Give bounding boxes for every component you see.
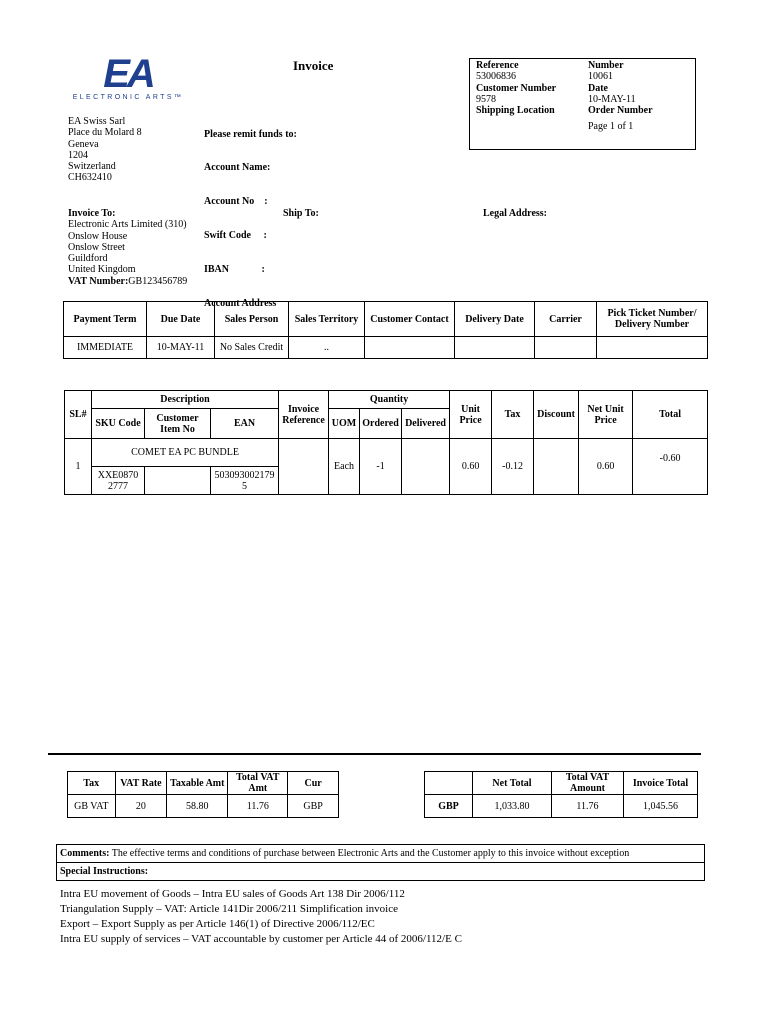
cell-sales-territory: .. <box>289 337 365 359</box>
cell-ordered: -1 <box>360 439 402 495</box>
cell-taxable-amt: 58.80 <box>167 795 228 818</box>
instruction-line: Intra EU movement of Goods – Intra EU sales of Goods Art 138 Dir 2006/112 <box>60 888 405 900</box>
invoice-to-block <box>68 208 187 287</box>
invoice-to-line: Onslow House <box>68 230 128 242</box>
reference-value: 53006836 <box>476 71 516 83</box>
invoice-to-line: United Kingdom <box>68 264 136 276</box>
seller-line: EA Swiss Sarl <box>68 116 126 127</box>
instructions-list <box>60 887 462 947</box>
special-instructions-label: Special Instructions: <box>60 866 149 877</box>
cell-currency: GBP <box>425 795 473 818</box>
totals-table <box>424 771 698 818</box>
header-sales-person: Sales Person <box>215 302 289 337</box>
table-row <box>425 795 698 818</box>
number-value: 10061 <box>588 71 613 83</box>
seller-line: CH632410 <box>68 172 112 184</box>
date-value: 10-MAY-11 <box>588 93 636 105</box>
seller-line: Place du Molard 8 <box>68 127 142 139</box>
cell-payment-term: IMMEDIATE <box>64 337 147 359</box>
header-currency <box>425 772 473 795</box>
instruction-line: Intra EU supply of services – VAT accountable by customer per Article 44 of 2006/112/E C <box>60 933 462 945</box>
cell-description: COMET EA PC BUNDLE <box>92 439 279 467</box>
cell-unit-price: 0.60 <box>450 439 492 495</box>
customer-number-label: Customer Number <box>476 82 557 94</box>
cell-customer-contact <box>365 337 455 359</box>
company-logo <box>68 54 188 101</box>
seller-line: 1204 <box>68 149 88 161</box>
number-label: Number <box>588 60 624 71</box>
header-sku-code: SKU Code <box>92 409 145 439</box>
cell-total: -0.60 <box>633 439 708 495</box>
shipping-location-label: Shipping Location <box>476 105 555 117</box>
header-sales-territory: Sales Territory <box>289 302 365 337</box>
cell-pick-ticket <box>597 337 708 359</box>
reference-label: Reference <box>476 60 519 71</box>
remit-heading: Please remit funds to: <box>204 128 297 140</box>
terms-table <box>63 301 708 359</box>
header-ean: EAN <box>211 409 279 439</box>
page-title: Invoice <box>293 58 334 73</box>
comments-label: Comments: <box>60 848 110 859</box>
header-delivery-date: Delivery Date <box>455 302 535 337</box>
cell-sales-person: No Sales Credit <box>215 337 289 359</box>
vat-number-label: VAT Number: <box>68 275 129 287</box>
date-label: Date <box>588 82 608 94</box>
header-total-vat-amt: Total VAT Amt <box>228 772 288 795</box>
header-customer-contact: Customer Contact <box>365 302 455 337</box>
header-delivered: Delivered <box>402 409 450 439</box>
legal-address-label: Legal Address: <box>483 208 547 219</box>
seller-address <box>68 116 142 184</box>
header-cur: Cur <box>288 772 339 795</box>
header-total: Total <box>633 391 708 439</box>
table-row <box>68 795 339 818</box>
vat-number-value: GB123456789 <box>128 275 188 287</box>
header-uom: UOM <box>329 409 360 439</box>
cell-invoice-ref <box>279 439 329 495</box>
remit-line: Account Name: <box>204 162 271 174</box>
reference-box <box>469 58 696 150</box>
invoice-to-line: Onslow Street <box>68 241 125 253</box>
cell-customer-item <box>145 467 211 495</box>
header-payment-term: Payment Term <box>64 302 147 337</box>
header-carrier: Carrier <box>535 302 597 337</box>
cell-sku: XXE0870 2777 <box>92 467 145 495</box>
header-unit-price: Unit Price <box>450 391 492 439</box>
header-quantity: Quantity <box>329 391 450 409</box>
header-ordered: Ordered <box>360 409 402 439</box>
header-vat-rate: VAT Rate <box>115 772 167 795</box>
cell-cur: GBP <box>288 795 339 818</box>
invoice-to-line: Guildford <box>68 253 108 265</box>
cell-vat-rate: 20 <box>115 795 167 818</box>
vat-number <box>68 276 187 287</box>
invoice-to-label: Invoice To: <box>68 208 116 219</box>
cell-tax: -0.12 <box>492 439 534 495</box>
header-sl: SL# <box>65 391 92 439</box>
instruction-line: Triangulation Supply – VAT: Article 141Dir 2006/211 Simplification invoice <box>60 903 398 915</box>
cell-sl: 1 <box>65 439 92 495</box>
header-tax: Tax <box>492 391 534 439</box>
comments-text: The effective terms and conditions of purchase between Electronic Arts and the Customer apply to this invoice without exception <box>109 848 630 859</box>
cell-net-unit-price: 0.60 <box>579 439 633 495</box>
remit-line: Swift Code : <box>204 230 267 242</box>
cell-ean: 503093002179 5 <box>211 467 279 495</box>
header-total-vat-amount: Total VAT Amount <box>552 772 624 795</box>
header-customer-item: Customer Item No <box>145 409 211 439</box>
page-number: Page 1 of 1 <box>588 121 634 133</box>
cell-delivered <box>402 439 450 495</box>
seller-line: Geneva <box>68 138 99 150</box>
cell-total-vat-amt: 11.76 <box>228 795 288 818</box>
header-net-total: Net Total <box>473 772 552 795</box>
cell-invoice-total: 1,045.56 <box>624 795 698 818</box>
divider <box>48 753 701 755</box>
header-due-date: Due Date <box>147 302 215 337</box>
remit-line: IBAN : <box>204 264 265 276</box>
cell-discount <box>534 439 579 495</box>
header-pick-ticket: Pick Ticket Number/ Delivery Number <box>597 302 708 337</box>
comments-box <box>56 844 705 881</box>
header-net-unit-price: Net Unit Price <box>579 391 633 439</box>
remit-line: Account No : <box>204 196 268 208</box>
comments-line <box>60 848 629 859</box>
line-items-table <box>64 390 708 495</box>
logo-mark: EA <box>103 52 153 96</box>
cell-carrier <box>535 337 597 359</box>
invoice-to-line: Electronic Arts Limited (310) <box>68 219 187 231</box>
cell-uom: Each <box>329 439 360 495</box>
cell-net-total: 1,033.80 <box>473 795 552 818</box>
ship-to-label: Ship To: <box>283 208 319 219</box>
vat-table <box>67 771 339 818</box>
cell-tax: GB VAT <box>68 795 116 818</box>
remit-line: Account Address <box>204 298 277 310</box>
customer-number-value: 9578 <box>476 93 496 105</box>
table-row <box>64 337 708 359</box>
cell-total-vat-amount: 11.76 <box>552 795 624 818</box>
header-invoice-total: Invoice Total <box>624 772 698 795</box>
header-taxable-amt: Taxable Amt <box>167 772 228 795</box>
order-number-label: Order Number <box>588 105 653 117</box>
seller-line: Switzerland <box>68 161 116 173</box>
header-description: Description <box>92 391 279 409</box>
cell-delivery-date <box>455 337 535 359</box>
instruction-line: Export – Export Supply as per Article 146(1) of Directive 2006/112/EC <box>60 918 375 930</box>
header-tax: Tax <box>68 772 116 795</box>
header-invoice-reference: Invoice Reference <box>279 391 329 439</box>
header-discount: Discount <box>534 391 579 439</box>
table-row <box>65 439 708 467</box>
cell-due-date: 10-MAY-11 <box>147 337 215 359</box>
logo-wordmark: ELECTRONIC ARTS™ <box>72 94 184 101</box>
